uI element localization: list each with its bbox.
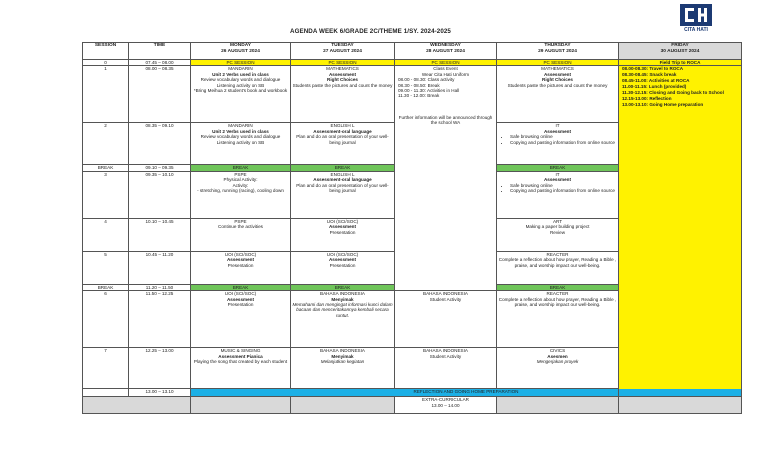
session-cell: 7 (83, 348, 129, 389)
mon-s7: MUSIC & SINGING Assessment Pianica Playing the song that created by each student (191, 348, 291, 389)
tue-s4: UOI (SCI/SOC) Assessment Presentation (291, 218, 395, 251)
pc-session-mon: PC SESSION (191, 60, 291, 66)
mon-s5: UOI (SCI/SOC) Assessment Presentation (191, 251, 291, 284)
time-cell: 13.00 – 13.10 (129, 389, 191, 397)
session-cell (83, 389, 129, 397)
pc-session-tue: PC SESSION (291, 60, 395, 66)
break-mon: BREAK (191, 165, 291, 171)
thu-s3: IT Assessment • Safe browsing online • Copying and pasting information from online source (497, 171, 619, 218)
break-thu: BREAK (497, 165, 619, 171)
tue-s5: UOI (SCI/SOC) Assessment Presentation (291, 251, 395, 284)
friday-schedule: 08.00-08.30: Travel to ROCA 08.30-08.45: Snack break 08.45-11.00: Activities at ROCA 11.00-11.15: Lunch (provided) 11.30-12.15: Closing and Going back to School 12.15-13.00: Reflection 13.00-13.10: Going Home preparation (619, 66, 742, 397)
time-cell: 09.35 – 10.10 (129, 171, 191, 218)
thu-s6: REACTER Complete a reflection about how prayer, Reading a Bible , praise, and worship impact our well-being. (497, 291, 619, 348)
header-time: TIME (129, 43, 191, 60)
thu-s2: IT Assessment • Safe browsing online • Copying and pasting information from online source (497, 123, 619, 165)
header-friday: FRIDAY 30 AUGUST 2024 (619, 43, 742, 60)
extra-curricular-cell: EXTRA-CURRICULAR 13.00 – 14.00 (395, 397, 497, 414)
wed-s6: BAHASA INDONESIA Student Activity (395, 291, 497, 348)
row-session-1 (83, 66, 742, 123)
friday-title: Field Trip to ROCA (619, 60, 742, 66)
mon-s4: PSPE Continue the activities (191, 218, 291, 251)
header-row (83, 43, 742, 60)
session-cell: 1 (83, 66, 129, 123)
mon-s2: MANDARIN Unit 2 Verbs used in class Review vocabulary words and dialogue Listening activity on SB (191, 123, 291, 165)
thu-s4: ART Making a paper building project Review (497, 218, 619, 251)
session-cell: 3 (83, 171, 129, 218)
tue-s7: BAHASA INDONESIA Menyimak Melanjutkan kegiatan (291, 348, 395, 389)
session-cell: 0 (83, 60, 129, 66)
session-cell: 4 (83, 218, 129, 251)
reflection-bar: REFLECTION AND GOING HOME PREPARATION (191, 389, 742, 397)
session-cell: BREAK (83, 165, 129, 171)
mon-s6: UOI (SCI/SOC) Assessment Presentation (191, 291, 291, 348)
break-thu: BREAK (497, 284, 619, 290)
extra-blank-thu (497, 397, 619, 414)
wed-class-event: Class Event Wear Cita Hati Uniform 08.00 - 08.30: Class activity 08.30 - 08.50: Break 09.00 - 11.30: Activities in Hall 11.30 - 12.00: Break Further information will be announced through the school WA (395, 66, 497, 291)
school-logo (676, 4, 716, 34)
header-tuesday: TUESDAY 27 AUGUST 2024 (291, 43, 395, 60)
tue-s1: MATHEMATICS Assessment Right Choices Students paste the pictures and count the money (291, 66, 395, 123)
header-wednesday: WEDNESDAY 28 AUGUST 2024 (395, 43, 497, 60)
logo-emblem (680, 4, 712, 26)
header-monday: MONDAY 26 AUGUST 2024 (191, 43, 291, 60)
time-cell: 10.10 – 10.45 (129, 218, 191, 251)
extra-blank-mon (191, 397, 291, 414)
mon-s3: PSPE Physical Activity: Activity: - stretching, running (racing), cooling down (191, 171, 291, 218)
time-cell: 08.00 – 08.35 (129, 66, 191, 123)
time-cell: 08.35 – 09.10 (129, 123, 191, 165)
time-cell: 12.25 – 13.00 (129, 348, 191, 389)
mon-s1: MANDARIN Unit 2 Verbs used in class Review vocabulary words and dialogue Listening activity on SB *Bring Meihua 2 student's book and workbook (191, 66, 291, 123)
extra-blank-fri (619, 397, 742, 414)
break-tue: BREAK (291, 284, 395, 290)
time-cell: 09.10 – 09.35 (129, 165, 191, 171)
session-cell: 2 (83, 123, 129, 165)
time-cell: 11.50 – 12.25 (129, 291, 191, 348)
time-cell: 07.45 – 08.00 (129, 60, 191, 66)
extra-blank-tue (291, 397, 395, 414)
time-cell: 11.20 – 11.50 (129, 284, 191, 290)
page-title: AGENDA WEEK 6/GRADE 2C/THEME 1/SY. 2024-2025 (290, 28, 451, 35)
row-extracurricular (83, 397, 742, 414)
pc-session-thu: PC SESSION (497, 60, 619, 66)
time-cell: 10.45 – 11.20 (129, 251, 191, 284)
extra-blank-left (83, 397, 191, 414)
break-tue: BREAK (291, 165, 395, 171)
tue-s2: ENGLISH L Assessment-oral language Plan and do an oral presentation of your well-being journal (291, 123, 395, 165)
thu-s5: REACTER Complete a reflection about how prayer, Reading a Bible , praise, and worship impact our well-being. (497, 251, 619, 284)
session-cell: 5 (83, 251, 129, 284)
row-reflection (83, 389, 742, 397)
wed-s7: BAHASA INDONESIA Student Activity (395, 348, 497, 389)
session-cell: 6 (83, 291, 129, 348)
session-cell: BREAK (83, 284, 129, 290)
agenda-table (82, 42, 742, 414)
thu-s7: CIVICS Asesmen Mengerjakan proyek (497, 348, 619, 389)
break-mon: BREAK (191, 284, 291, 290)
pc-session-wed: PC SESSION (395, 60, 497, 66)
header-session: SESSION (83, 43, 129, 60)
header-thursday: THURSDAY 29 AUGUST 2024 (497, 43, 619, 60)
tue-s6: BAHASA INDONESIA Menyimak Memahami dan mengingat informasi kunci dalam bacaan dan menceritakannya kembali secara runtut. (291, 291, 395, 348)
logo-text: CITA HATI (684, 27, 708, 33)
thu-s1: MATHEMATICS Assessment Right Choices Students paste the pictures and count the money (497, 66, 619, 123)
tue-s3: ENGLISH L Assessment-oral language Plan and do an oral presentation of your well-being journal (291, 171, 395, 218)
